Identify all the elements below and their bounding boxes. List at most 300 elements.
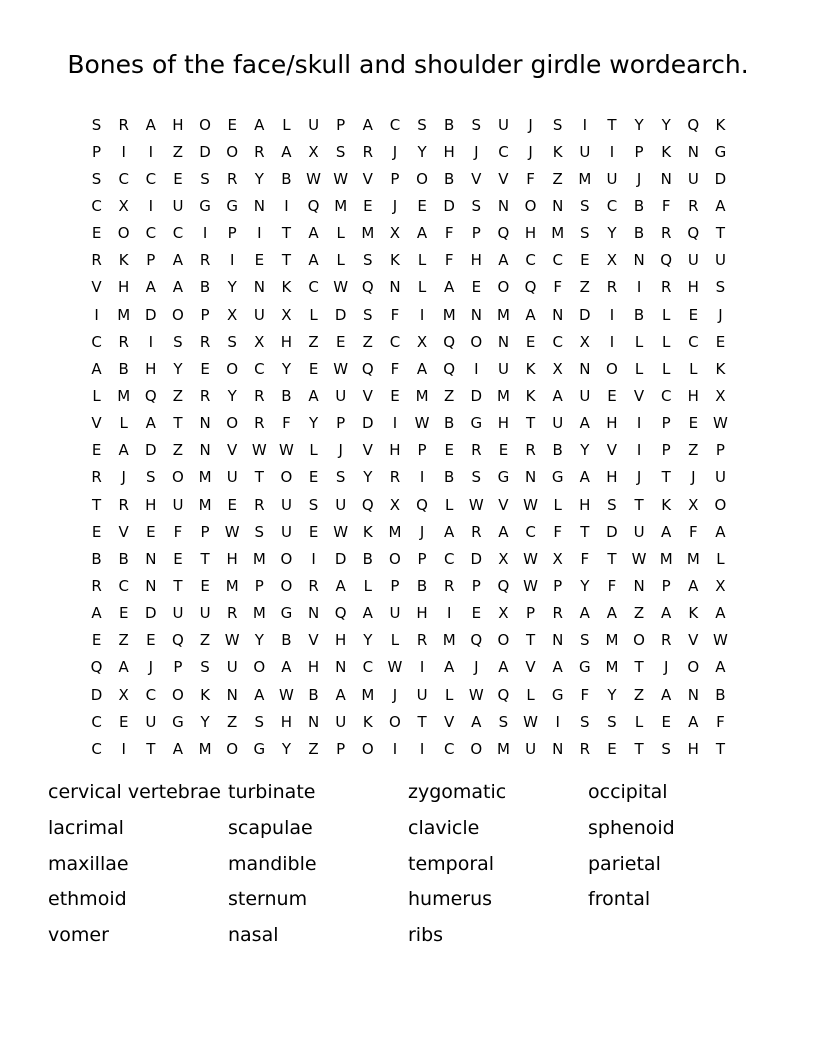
grid-letter: Z — [633, 604, 645, 623]
grid-letter: Z — [199, 631, 211, 650]
grid-letter: I — [474, 359, 479, 378]
grid-letter: M — [415, 386, 429, 405]
grid-letter: S — [335, 142, 346, 161]
grid-letter: D — [334, 305, 347, 324]
grid-letter: G — [280, 604, 293, 623]
grid-letter: S — [308, 495, 319, 514]
grid-letter: Y — [661, 115, 671, 134]
grid-letter: P — [336, 115, 346, 134]
grid-letter: V — [118, 522, 129, 541]
grid-letter: O — [361, 739, 374, 758]
grid-letter: D — [470, 549, 483, 568]
grid-letter: E — [118, 604, 129, 623]
grid-letter: U — [280, 495, 292, 514]
grid-letter: I — [148, 196, 154, 215]
grid-letter: Z — [118, 631, 129, 650]
grid-letter: F — [173, 522, 183, 541]
grid-letter: M — [388, 522, 402, 541]
grid-letter: O — [253, 658, 266, 677]
grid-letter: E — [308, 522, 319, 541]
grid-letter: Q — [172, 631, 184, 650]
grid-letter: Y — [281, 739, 292, 758]
grid-letter: A — [579, 604, 590, 623]
grid-letter: O — [470, 739, 483, 758]
grid-letter: S — [580, 224, 590, 243]
grid-letter: M — [361, 224, 375, 243]
grid-letter: J — [636, 169, 642, 188]
grid-letter: P — [471, 576, 481, 595]
grid-letter: S — [227, 332, 237, 351]
word-list-item: cervical vertebrae — [48, 781, 221, 803]
grid-letter: R — [606, 278, 618, 297]
grid-letter: P — [200, 522, 210, 541]
grid-letter: X — [389, 224, 401, 243]
grid-letter: C — [389, 332, 401, 351]
grid-letter: X — [308, 142, 319, 161]
grid-letter: L — [662, 359, 671, 378]
grid-letter: I — [229, 251, 235, 270]
grid-letter: S — [91, 115, 102, 134]
grid-letter: Y — [281, 359, 292, 378]
grid-letter: U — [687, 169, 699, 188]
grid-letter: V — [362, 441, 373, 460]
grid-letter: L — [336, 251, 345, 270]
grid-letter: O — [117, 224, 130, 243]
grid-letter: H — [280, 332, 293, 351]
grid-letter: Q — [307, 196, 320, 215]
grid-letter: P — [336, 414, 346, 433]
grid-letter: N — [552, 739, 564, 758]
grid-letter: A — [606, 604, 618, 623]
word-list-item: lacrimal — [48, 816, 124, 839]
grid-letter: R — [91, 576, 102, 595]
grid-letter: L — [309, 441, 318, 460]
grid-letter: Q — [361, 359, 374, 378]
grid-letter: Q — [687, 115, 700, 134]
grid-letter: Y — [363, 468, 373, 487]
grid-letter: N — [633, 251, 645, 270]
grid-letter: N — [552, 631, 564, 650]
grid-letter: C — [91, 332, 102, 351]
grid-letter: T — [715, 224, 726, 243]
grid-letter: K — [525, 386, 536, 405]
grid-letter: I — [148, 332, 154, 351]
word-list-item: mandible — [228, 852, 317, 875]
grid-letter: A — [498, 658, 509, 677]
grid-letter: U — [552, 414, 564, 433]
grid-letter: X — [498, 604, 509, 623]
grid-letter: L — [634, 332, 644, 351]
grid-letter: W — [333, 359, 349, 378]
grid-letter: C — [606, 196, 618, 215]
grid-letter: N — [687, 685, 699, 704]
grid-letter: E — [498, 441, 509, 460]
grid-letter: A — [145, 115, 156, 134]
grid-letter: O — [389, 549, 401, 568]
grid-letter: P — [553, 576, 563, 595]
grid-letter: A — [715, 604, 726, 623]
grid-letter: N — [307, 712, 320, 731]
grid-letter: F — [553, 278, 562, 297]
word-list — [48, 776, 768, 955]
grid-letter: N — [660, 169, 672, 188]
grid-letter: J — [528, 142, 533, 161]
grid-letter: X — [389, 495, 401, 514]
grid-letter: L — [92, 386, 101, 405]
grid-letter: G — [551, 468, 564, 487]
grid-letter: L — [634, 359, 644, 378]
grid-letter: R — [389, 468, 401, 487]
grid-letter: A — [498, 251, 509, 270]
grid-letter: H — [606, 414, 618, 433]
grid-letter: O — [199, 115, 211, 134]
grid-letter: M — [117, 386, 131, 405]
word-list-item: occipital — [588, 781, 668, 803]
grid-letter: U — [525, 739, 537, 758]
grid-letter: P — [336, 739, 346, 758]
grid-letter: H — [416, 604, 428, 623]
grid-letter: P — [661, 576, 671, 595]
grid-letter: U — [199, 604, 211, 623]
grid-letter: S — [715, 278, 726, 297]
grid-letter: U — [253, 305, 265, 324]
grid-letter: U — [687, 251, 699, 270]
grid-letter: R — [552, 604, 563, 623]
grid-letter: N — [335, 658, 347, 677]
grid-letter: E — [688, 305, 699, 324]
grid-letter: Y — [227, 278, 237, 297]
word-list-item: clavicle — [408, 816, 480, 839]
grid-letter: A — [335, 685, 346, 704]
grid-letter: A — [335, 576, 346, 595]
grid-letter: D — [90, 685, 103, 704]
grid-letter: N — [199, 441, 211, 460]
grid-letter: O — [416, 169, 428, 188]
grid-letter: C — [118, 169, 129, 188]
word-list-item: ethmoid — [48, 888, 127, 911]
grid-letter: I — [609, 332, 615, 351]
grid-letter: M — [225, 576, 239, 595]
grid-letter: V — [227, 441, 238, 460]
grid-letter: P — [254, 576, 264, 595]
grid-letter: O — [226, 142, 239, 161]
grid-letter: O — [389, 712, 401, 731]
grid-letter: G — [226, 196, 238, 215]
grid-letter: E — [118, 712, 129, 731]
grid-letter: F — [444, 251, 454, 270]
grid-letter: H — [687, 739, 699, 758]
grid-letter: L — [662, 332, 671, 351]
grid-letter: G — [579, 658, 591, 677]
grid-letter: L — [363, 576, 372, 595]
grid-letter: V — [606, 441, 618, 460]
grid-letter: L — [119, 414, 128, 433]
grid-letter: I — [121, 142, 126, 161]
grid-letter: Z — [444, 386, 455, 405]
grid-letter: Q — [660, 251, 673, 270]
grid-letter: C — [172, 224, 184, 243]
grid-letter: T — [173, 576, 183, 595]
grid-letter: A — [661, 522, 672, 541]
grid-letter: G — [470, 414, 483, 433]
grid-letter: H — [118, 278, 130, 297]
grid-letter: E — [715, 332, 726, 351]
grid-letter: J — [148, 658, 154, 677]
grid-letter: W — [279, 685, 294, 704]
grid-letter: U — [280, 522, 292, 541]
grid-letter: X — [227, 305, 238, 324]
grid-letter: K — [200, 685, 210, 704]
grid-letter: A — [172, 278, 184, 297]
grid-letter: G — [172, 712, 184, 731]
grid-letter: B — [444, 169, 455, 188]
grid-letter: W — [523, 495, 538, 514]
grid-letter: H — [497, 414, 510, 433]
grid-letter: U — [308, 115, 320, 134]
grid-letter: C — [254, 359, 265, 378]
grid-letter: X — [715, 576, 726, 595]
grid-letter: X — [118, 685, 129, 704]
grid-letter: M — [496, 305, 510, 324]
grid-letter: H — [524, 224, 537, 243]
grid-letter: X — [579, 332, 590, 351]
word-list-item: sphenoid — [588, 816, 675, 839]
grid-letter: Q — [144, 386, 157, 405]
grid-letter: A — [308, 251, 319, 270]
grid-letter: U — [172, 495, 184, 514]
grid-letter: U — [497, 359, 509, 378]
grid-letter: T — [634, 495, 644, 514]
grid-letter: U — [714, 468, 726, 487]
grid-letter: C — [91, 196, 102, 215]
grid-letter: L — [553, 495, 562, 514]
grid-letter: D — [145, 604, 157, 623]
grid-letter: H — [470, 251, 482, 270]
grid-letter: D — [145, 441, 157, 460]
grid-letter: S — [417, 115, 427, 134]
grid-letter: F — [553, 522, 562, 541]
grid-letter: A — [444, 522, 455, 541]
page-title: Bones of the face/skull and shoulder girdle wordearch. — [67, 50, 749, 79]
grid-letter: Z — [227, 712, 238, 731]
grid-letter: S — [146, 468, 156, 487]
grid-letter: Q — [497, 685, 510, 704]
grid-letter: M — [198, 495, 212, 514]
grid-letter: U — [172, 604, 184, 623]
grid-letter: H — [687, 386, 699, 405]
grid-letter: Z — [308, 739, 319, 758]
grid-letter: T — [525, 414, 536, 433]
grid-letter: W — [468, 685, 484, 704]
grid-letter: M — [605, 658, 619, 677]
grid-letter: G — [714, 142, 727, 161]
grid-letter: D — [145, 305, 157, 324]
grid-letter: R — [199, 332, 211, 351]
grid-letter: B — [444, 468, 455, 487]
grid-letter: W — [523, 712, 538, 731]
grid-letter: E — [227, 115, 237, 134]
grid-letter: I — [392, 739, 398, 758]
grid-letter: J — [392, 142, 398, 161]
grid-letter: A — [498, 522, 509, 541]
word-list-item: temporal — [408, 852, 495, 875]
grid-letter: N — [497, 332, 510, 351]
grid-letter: A — [525, 305, 536, 324]
grid-letter: B — [199, 278, 211, 297]
grid-letter: Q — [334, 604, 347, 623]
grid-letter: D — [579, 305, 591, 324]
grid-letter: C — [118, 576, 129, 595]
grid-letter: O — [714, 495, 727, 514]
grid-letter: N — [253, 196, 265, 215]
grid-letter: F — [661, 196, 671, 215]
grid-letter: Y — [580, 576, 590, 595]
grid-letter: E — [146, 631, 156, 650]
grid-letter: V — [308, 631, 319, 650]
grid-letter: S — [254, 522, 265, 541]
grid-letter: I — [121, 739, 126, 758]
grid-letter: H — [579, 495, 591, 514]
grid-letter: N — [389, 278, 401, 297]
grid-letter: A — [91, 359, 102, 378]
grid-letter: B — [633, 196, 645, 215]
grid-letter: Y — [634, 115, 644, 134]
grid-letter: X — [552, 359, 563, 378]
grid-letter: G — [497, 468, 510, 487]
grid-letter: X — [606, 251, 618, 270]
grid-letter: W — [631, 549, 647, 568]
grid-letter: O — [497, 278, 510, 297]
grid-letter: W — [523, 576, 538, 595]
grid-letter: T — [91, 495, 102, 514]
grid-letter: X — [118, 196, 129, 215]
grid-letter: T — [281, 251, 292, 270]
grid-letter: A — [661, 604, 672, 623]
grid-letter: C — [91, 712, 102, 731]
grid-letter: M — [496, 739, 510, 758]
grid-letter: U — [606, 169, 618, 188]
grid-letter: I — [419, 305, 425, 324]
grid-letter: Q — [443, 359, 456, 378]
grid-letter: M — [551, 224, 565, 243]
grid-letter: Q — [361, 495, 374, 514]
grid-letter: B — [118, 359, 129, 378]
grid-letter: E — [173, 169, 183, 188]
grid-letter: W — [279, 441, 294, 460]
grid-letter: O — [470, 332, 483, 351]
grid-letter: J — [392, 685, 398, 704]
grid-letter: R — [226, 169, 238, 188]
grid-letter: E — [525, 332, 536, 351]
grid-letter: T — [715, 739, 726, 758]
grid-letter: B — [118, 549, 129, 568]
grid-letter: W — [387, 658, 403, 677]
grid-letter: F — [282, 414, 291, 433]
grid-letter: L — [417, 251, 427, 270]
grid-letter: V — [444, 712, 455, 731]
grid-letter: H — [606, 468, 618, 487]
grid-letter: H — [145, 359, 157, 378]
grid-letter: I — [555, 712, 560, 731]
grid-letter: K — [118, 251, 129, 270]
grid-letter: R — [660, 278, 672, 297]
grid-letter: M — [361, 685, 375, 704]
grid-letter: J — [718, 305, 723, 324]
grid-letter: O — [172, 468, 184, 487]
grid-letter: P — [390, 169, 400, 188]
grid-letter: Q — [361, 278, 374, 297]
grid-letter: D — [606, 522, 618, 541]
grid-letter: S — [471, 468, 482, 487]
grid-letter: L — [445, 495, 454, 514]
grid-letter: R — [91, 251, 102, 270]
grid-letter: M — [252, 604, 266, 623]
grid-letter: D — [443, 196, 455, 215]
grid-letter: M — [442, 305, 456, 324]
word-list-item: parietal — [588, 852, 661, 875]
grid-letter: R — [226, 604, 238, 623]
grid-letter: H — [389, 441, 401, 460]
grid-letter: C — [443, 739, 455, 758]
grid-letter: Z — [579, 278, 590, 297]
grid-letter: B — [715, 685, 726, 704]
grid-letter: O — [497, 631, 510, 650]
grid-letter: L — [309, 305, 318, 324]
word-list-item: scapulae — [228, 816, 313, 839]
grid-letter: R — [471, 441, 482, 460]
grid-letter: I — [257, 224, 262, 243]
grid-letter: I — [609, 305, 615, 324]
grid-letter: U — [335, 495, 347, 514]
grid-letter: S — [173, 332, 183, 351]
grid-letter: R — [254, 414, 265, 433]
grid-letter: B — [633, 224, 645, 243]
grid-letter: E — [607, 739, 617, 758]
grid-letter: J — [121, 468, 126, 487]
grid-letter: T — [607, 115, 617, 134]
word-list-item: humerus — [408, 888, 493, 911]
grid-letter: T — [417, 712, 427, 731]
grid-letter: L — [445, 685, 454, 704]
grid-letter: W — [224, 522, 240, 541]
grid-letter: T — [661, 468, 671, 487]
grid-letter: H — [443, 142, 455, 161]
grid-letter: F — [390, 359, 400, 378]
grid-letter: N — [470, 305, 482, 324]
grid-letter: F — [390, 305, 400, 324]
grid-letter: N — [226, 685, 238, 704]
grid-letter: R — [118, 115, 129, 134]
grid-letter: P — [227, 224, 237, 243]
grid-letter: S — [498, 712, 509, 731]
grid-letter: K — [390, 251, 400, 270]
grid-letter: R — [525, 441, 536, 460]
grid-letter: N — [199, 414, 211, 433]
grid-letter: U — [389, 604, 401, 623]
grid-letter: A — [715, 522, 726, 541]
grid-letter: U — [579, 142, 591, 161]
grid-letter: S — [580, 631, 590, 650]
grid-letter: R — [362, 142, 374, 161]
grid-letter: A — [416, 359, 428, 378]
word-list-item: zygomatic — [408, 781, 507, 803]
grid-letter: U — [226, 658, 238, 677]
grid-letter: V — [525, 658, 536, 677]
grid-letter: Z — [688, 441, 699, 460]
grid-letter: R — [416, 631, 428, 650]
grid-letter: O — [172, 685, 184, 704]
grid-letter: L — [390, 631, 400, 650]
